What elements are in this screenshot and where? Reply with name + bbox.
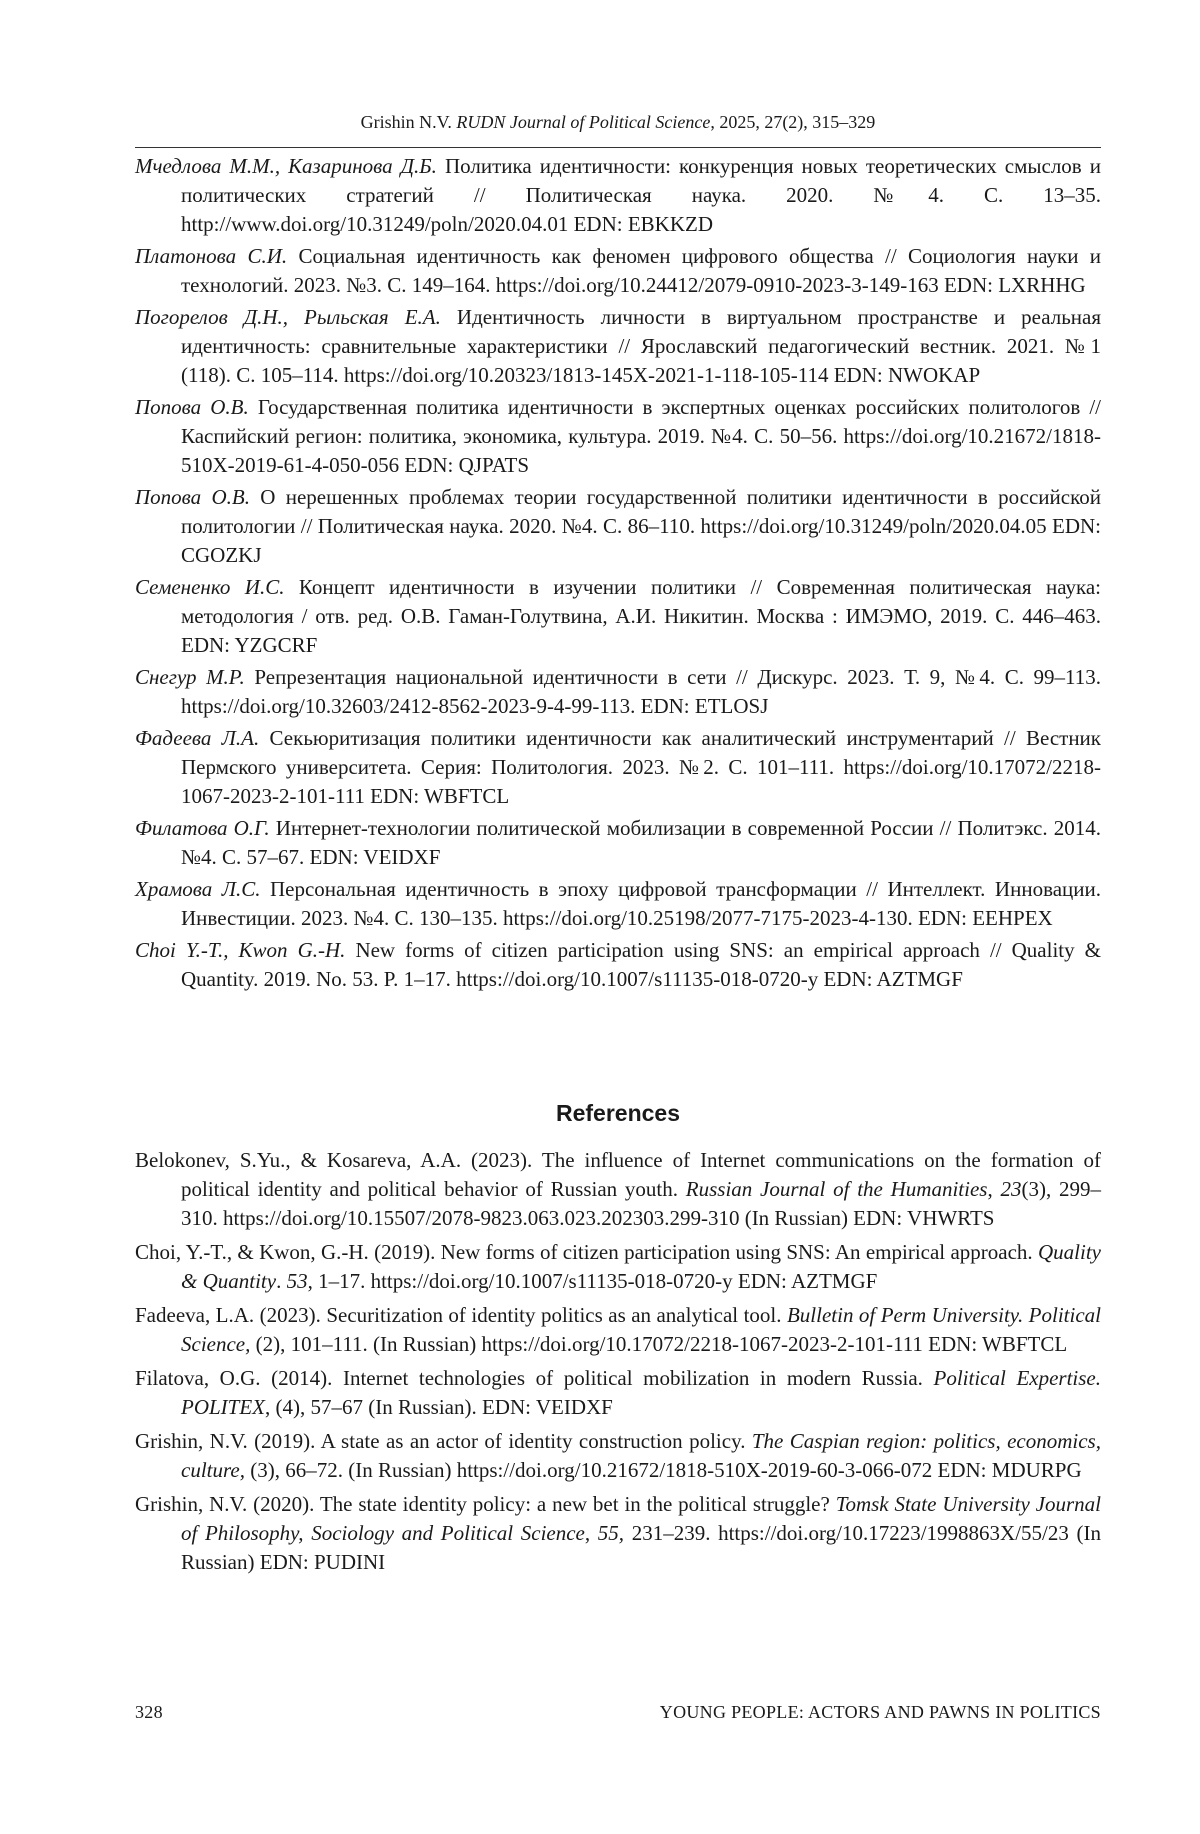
reference-journal: Bulletin of Perm University. Political Science, (181, 1303, 1101, 1356)
reference-text: Идентичность личности в виртуальном пространстве и реальная идентичность: сравнительные характеристики // Ярославский педагогический вестник. 2021. №1 (118). С. 105–114. https://doi.org/10.20323/1813-145X-2021-1-118-105-114 EDN: NWOKAP (181, 305, 1101, 387)
reference-text: Государственная политика идентичности в экспертных оценках российских политологов // Каспийский регион: политика, экономика, культура. 2019. №4. С. 50–56. https://doi.org/10.21672/1818-510X-2019-61-4-050-056 EDN: QJPATS (181, 395, 1101, 477)
page-number: 328 (135, 1702, 163, 1723)
reference-text: Персональная идентичность в эпоху цифровой трансформации // Интеллект. Инновации. Инвестиции. 2023. №4. С. 130–135. https://doi.org/10.25198/2077-7175-2023-4-130. EDN: EEHPEX (181, 877, 1101, 930)
reference-entry (135, 1146, 1101, 1233)
reference-journal: Political Expertise. POLITEX (181, 1366, 1101, 1419)
reference-separator: , (987, 1177, 1000, 1201)
reference-text: Социальная идентичность как феномен цифрового общества // Социология науки и технологий. 2023. №3. С. 149–164. https://doi.org/10.24412/2079-0910-2023-3-149-163 EDN: LXRHHG (181, 244, 1101, 297)
reference-author: Храмова Л.С. (135, 877, 260, 901)
reference-text: Grishin, N.V. (2020). The state identity policy: a new bet in the political struggle? (135, 1492, 836, 1516)
header-journal: RUDN Journal of Political Science (456, 112, 710, 132)
reference-entry (135, 814, 1101, 872)
reference-entry (135, 1238, 1101, 1296)
reference-text: Grishin, N.V. (2019). A state as an actor of identity construction policy. (135, 1429, 752, 1453)
reference-entry (135, 1490, 1101, 1577)
reference-entry (135, 483, 1101, 570)
reference-author: Попова О.В. (135, 485, 250, 509)
reference-text: Интернет-технологии политической мобилизации в современной России // Политэкс. 2014. №4. С. 57–67. EDN: VEIDXF (181, 816, 1101, 869)
reference-text: Belokonev, S.Yu., & Kosareva, A.A. (2023). The influence of Internet communications on the formation of political identity and political behavior of Russian youth. (135, 1148, 1101, 1201)
reference-author: Choi Y.-T., Kwon G.-H. (135, 938, 345, 962)
header-rule (135, 147, 1101, 148)
reference-entry (135, 393, 1101, 480)
reference-separator: , (265, 1395, 276, 1419)
reference-text: Репрезентация национальной идентичности в сети // Дискурс. 2023. Т. 9, №4. С. 99–113. https://doi.org/10.32603/2412-8562-2023-9-4-99-113. EDN: ETLOSJ (181, 665, 1101, 718)
reference-journal: Quality & Quantity (181, 1240, 1101, 1293)
reference-text: О нерешенных проблемах теории государственной политики идентичности в российской политологии // Политическая наука. 2020. №4. С. 86–110. https://doi.org/10.31249/poln/2020.04.05 EDN: CGOZKJ (181, 485, 1101, 567)
reference-journal: Tomsk State University Journal of Philosophy, Sociology and Political Science (181, 1492, 1101, 1545)
russian-reference-list (135, 152, 1101, 997)
reference-text: Fadeeva, L.A. (2023). Securitization of identity politics as an analytical tool. (135, 1303, 787, 1327)
reference-author: Попова О.В. (135, 395, 249, 419)
reference-tail: (3), 299–310. https://doi.org/10.15507/2078-9823.063.023.202303.299-310 (In Russian) EDN: VHWRTS (181, 1177, 1101, 1230)
reference-text: Секьюритизация политики идентичности как аналитический инструментарий // Вестник Пермского университета. Серия: Политология. 2023. №2. С. 101–111. https://doi.org/10.17072/2218-1067-2023-2-101-111 EDN: WBFTCL (181, 726, 1101, 808)
reference-entry (135, 724, 1101, 811)
reference-tail: (4), 57–67 (In Russian). EDN: VEIDXF (276, 1395, 613, 1419)
reference-text: Концепт идентичности в изучении политики // Современная политическая наука: методология / отв. ред. О.В. Гаман-Голутвина, А.И. Никитин. Москва : ИМЭМО, 2019. С. 446–463. EDN: YZGCRF (181, 575, 1101, 657)
reference-volume: 55, (598, 1521, 624, 1545)
reference-tail: (2), 101–111. (In Russian) https://doi.org/10.17072/2218-1067-2023-2-101-111 EDN: WBFTCL (256, 1332, 1068, 1356)
reference-journal: Russian Journal of the Humanities (686, 1177, 988, 1201)
english-reference-list (135, 1146, 1101, 1582)
section-title: YOUNG PEOPLE: ACTORS AND PAWNS IN POLITICS (660, 1702, 1101, 1723)
running-head (135, 112, 1101, 133)
reference-entry (135, 875, 1101, 933)
reference-tail: 231–239. https://doi.org/10.17223/1998863X/55/23 (In Russian) EDN: PUDINI (181, 1521, 1101, 1574)
reference-author: Мчедлова М.М., Казаринова Д.Б. (135, 154, 437, 178)
reference-text: Filatova, O.G. (2014). Internet technologies of political mobilization in modern Russia. (135, 1366, 934, 1390)
reference-entry (135, 152, 1101, 239)
reference-entry (135, 1427, 1101, 1485)
reference-author: Погорелов Д.Н., Рыльская Е.А. (135, 305, 441, 329)
page (0, 0, 1200, 1834)
references-heading: References (135, 1100, 1101, 1127)
reference-text: Политика идентичности: конкуренция новых теоретических смыслов и политических стратегий // Политическая наука. 2020. №4. С. 13–35. http://www.doi.org/10.31249/poln/2020.04.01 EDN: EBKKZD (181, 154, 1101, 236)
reference-entry (135, 1301, 1101, 1359)
reference-journal: The Caspian region: politics, economics, culture, (181, 1429, 1101, 1482)
reference-entry (135, 936, 1101, 994)
reference-entry (135, 663, 1101, 721)
page-footer (135, 1702, 1101, 1723)
reference-volume: 23 (1000, 1177, 1021, 1201)
reference-entry (135, 1364, 1101, 1422)
reference-text: Choi, Y.-T., & Kwon, G.-H. (2019). New forms of citizen participation using SNS: An empirical approach. (135, 1240, 1038, 1264)
reference-separator: , (585, 1521, 598, 1545)
reference-tail: , 1–17. https://doi.org/10.1007/s11135-018-0720-y EDN: AZTMGF (308, 1269, 878, 1293)
reference-author: Филатова О.Г. (135, 816, 270, 840)
reference-entry (135, 573, 1101, 660)
reference-text: New forms of citizen participation using SNS: an empirical approach // Quality & Quantity. 2019. No. 53. P. 1–17. https://doi.org/10.1007/s11135-018-0720-y EDN: AZTMGF (181, 938, 1101, 991)
header-authors: Grishin N.V. (361, 112, 452, 132)
reference-author: Фадеева Л.А. (135, 726, 259, 750)
reference-author: Платонова С.И. (135, 244, 287, 268)
reference-author: Снегур М.Р. (135, 665, 245, 689)
reference-entry (135, 303, 1101, 390)
reference-tail: (3), 66–72. (In Russian) https://doi.org/10.21672/1818-510X-2019-60-3-066-072 EDN: MDURPG (250, 1458, 1081, 1482)
reference-volume: 53 (287, 1269, 308, 1293)
header-issue: , 2025, 27(2), 315–329 (710, 112, 875, 132)
reference-author: Семененко И.С. (135, 575, 284, 599)
reference-separator: . (276, 1269, 287, 1293)
reference-entry (135, 242, 1101, 300)
